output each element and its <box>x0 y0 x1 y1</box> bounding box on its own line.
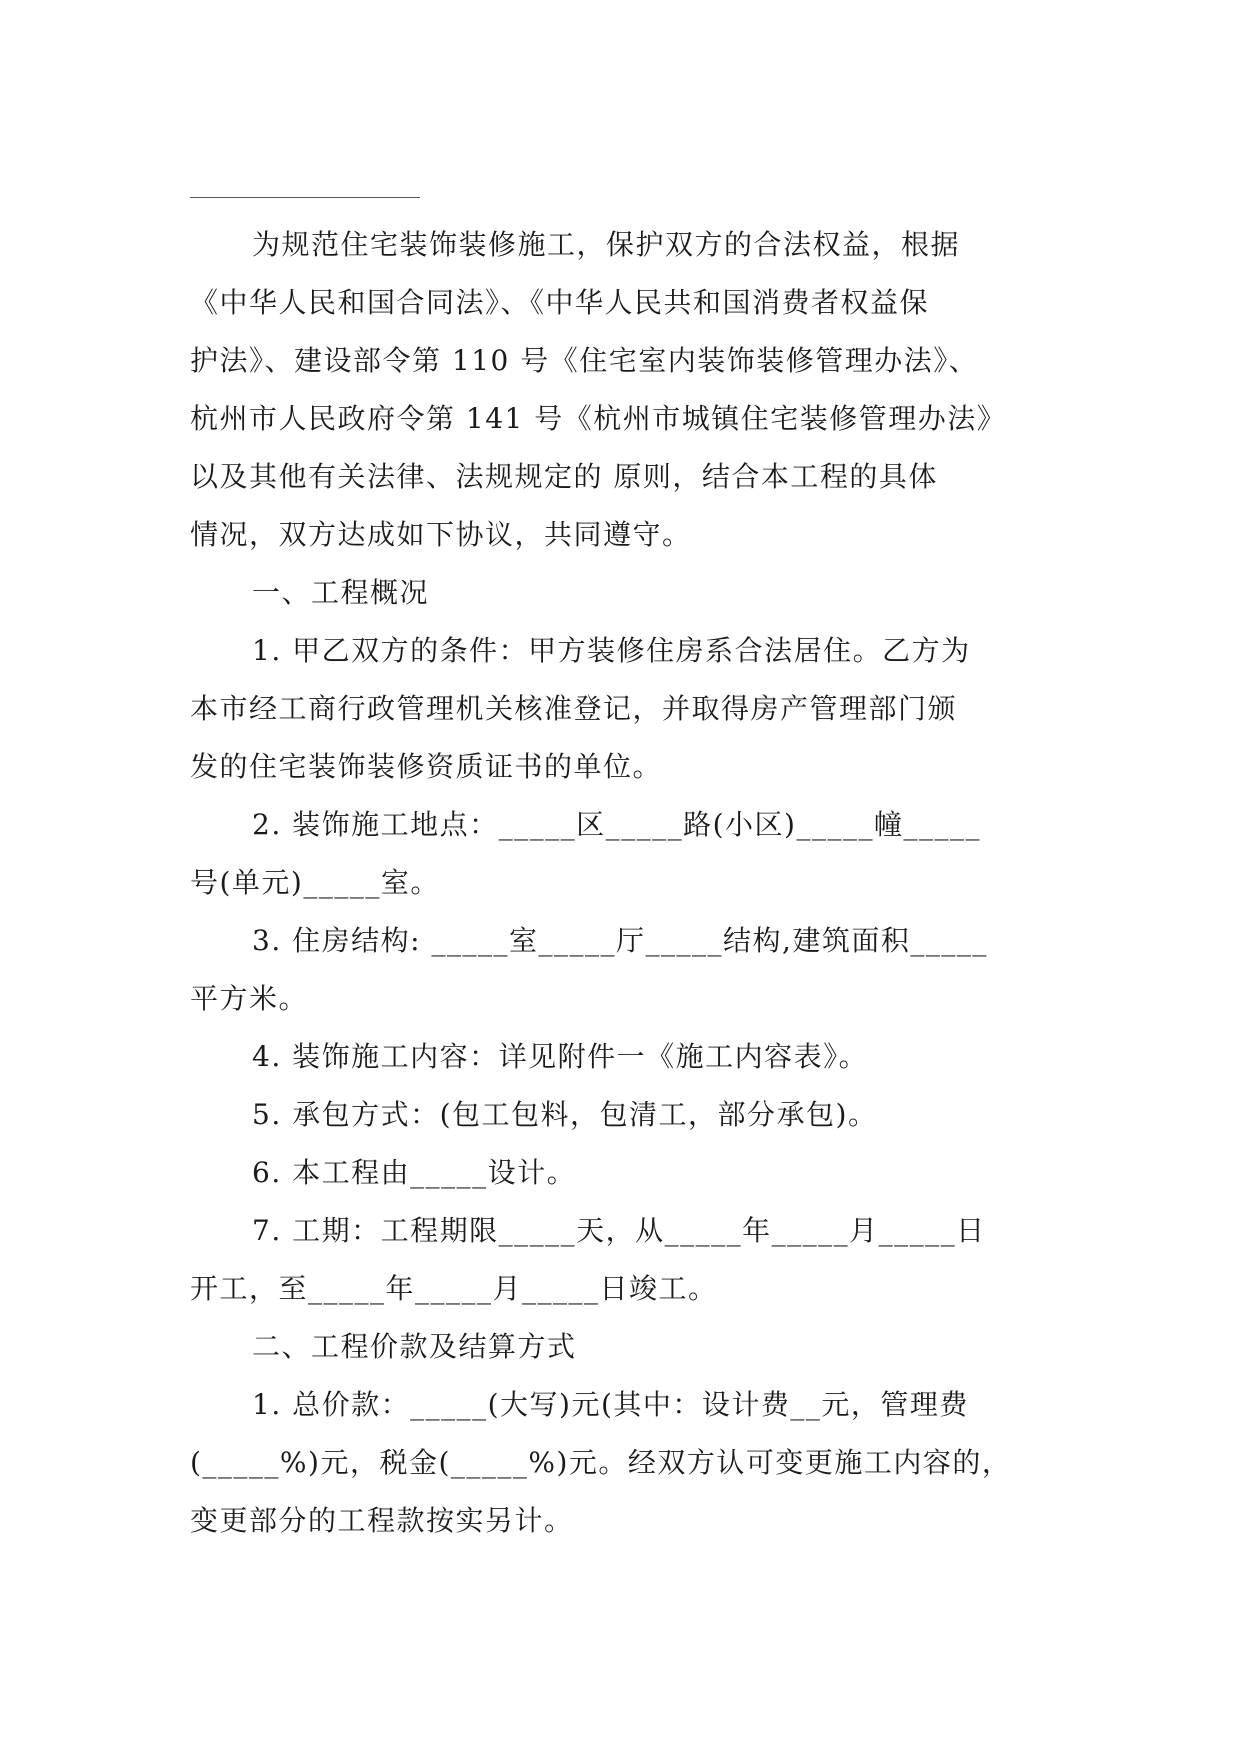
preamble-line-3: 护法》、建设部令第 110 号《住宅室内装饰装修管理办法》、 <box>190 344 979 377</box>
section-heading-overview: 一、工程概况 <box>252 576 430 609</box>
item3-line-2: 平方米。 <box>190 982 309 1015</box>
item1-line-3: 发的住宅装饰装修资质证书的单位。 <box>190 750 663 783</box>
top-divider <box>190 197 420 198</box>
price-item1-line-2: (_____%)元，税金(_____%)元。经双方认可变更施工内容的， <box>190 1446 1012 1479</box>
item4-line: 4. 装饰施工内容：详见附件一《施工内容表》。 <box>252 1040 869 1073</box>
section-heading-price: 二、工程价款及结算方式 <box>252 1330 577 1363</box>
item1-line-2: 本市经工商行政管理机关核准登记，并取得房产管理部门颁 <box>190 692 958 725</box>
price-item1-line-3: 变更部分的工程款按实另计。 <box>190 1504 574 1537</box>
item7-line-2: 开工，至_____年_____月_____日竣工。 <box>190 1272 718 1305</box>
preamble-line-4: 杭州市人民政府令第 141 号《杭州市城镇住宅装修管理办法》 <box>190 402 1007 435</box>
item7-line-1: 7. 工期：工程期限_____天，从_____年_____月_____日 <box>252 1214 986 1247</box>
preamble-line-1: 为规范住宅装饰装修施工，保护双方的合法权益，根据 <box>252 228 961 261</box>
item2-line-2: 号(单元)_____室。 <box>190 866 440 899</box>
preamble-line-2: 《中华人民和国合同法》、《中华人民共和国消费者权益保 <box>190 286 930 319</box>
item2-line-1: 2. 装饰施工地点：_____区_____路(小区)_____幢_____ <box>252 808 981 841</box>
item6-line: 6. 本工程由_____设计。 <box>252 1156 577 1189</box>
item3-line-1: 3. 住房结构: _____室_____厅_____结构,建筑面积_____ <box>252 924 988 957</box>
item1-line-1: 1. 甲乙双方的条件：甲方装修住房系合法居住。乙方为 <box>252 634 971 667</box>
price-item1-line-1: 1. 总价款：_____(大写)元(其中：设计费__元，管理费 <box>252 1388 969 1421</box>
item5-line: 5. 承包方式：(包工包料，包清工，部分承包)。 <box>252 1098 878 1131</box>
preamble-line-6: 情况，双方达成如下协议，共同遵守。 <box>190 518 692 551</box>
preamble-line-5: 以及其他有关法律、法规规定的 原则，结合本工程的具体 <box>190 460 938 493</box>
